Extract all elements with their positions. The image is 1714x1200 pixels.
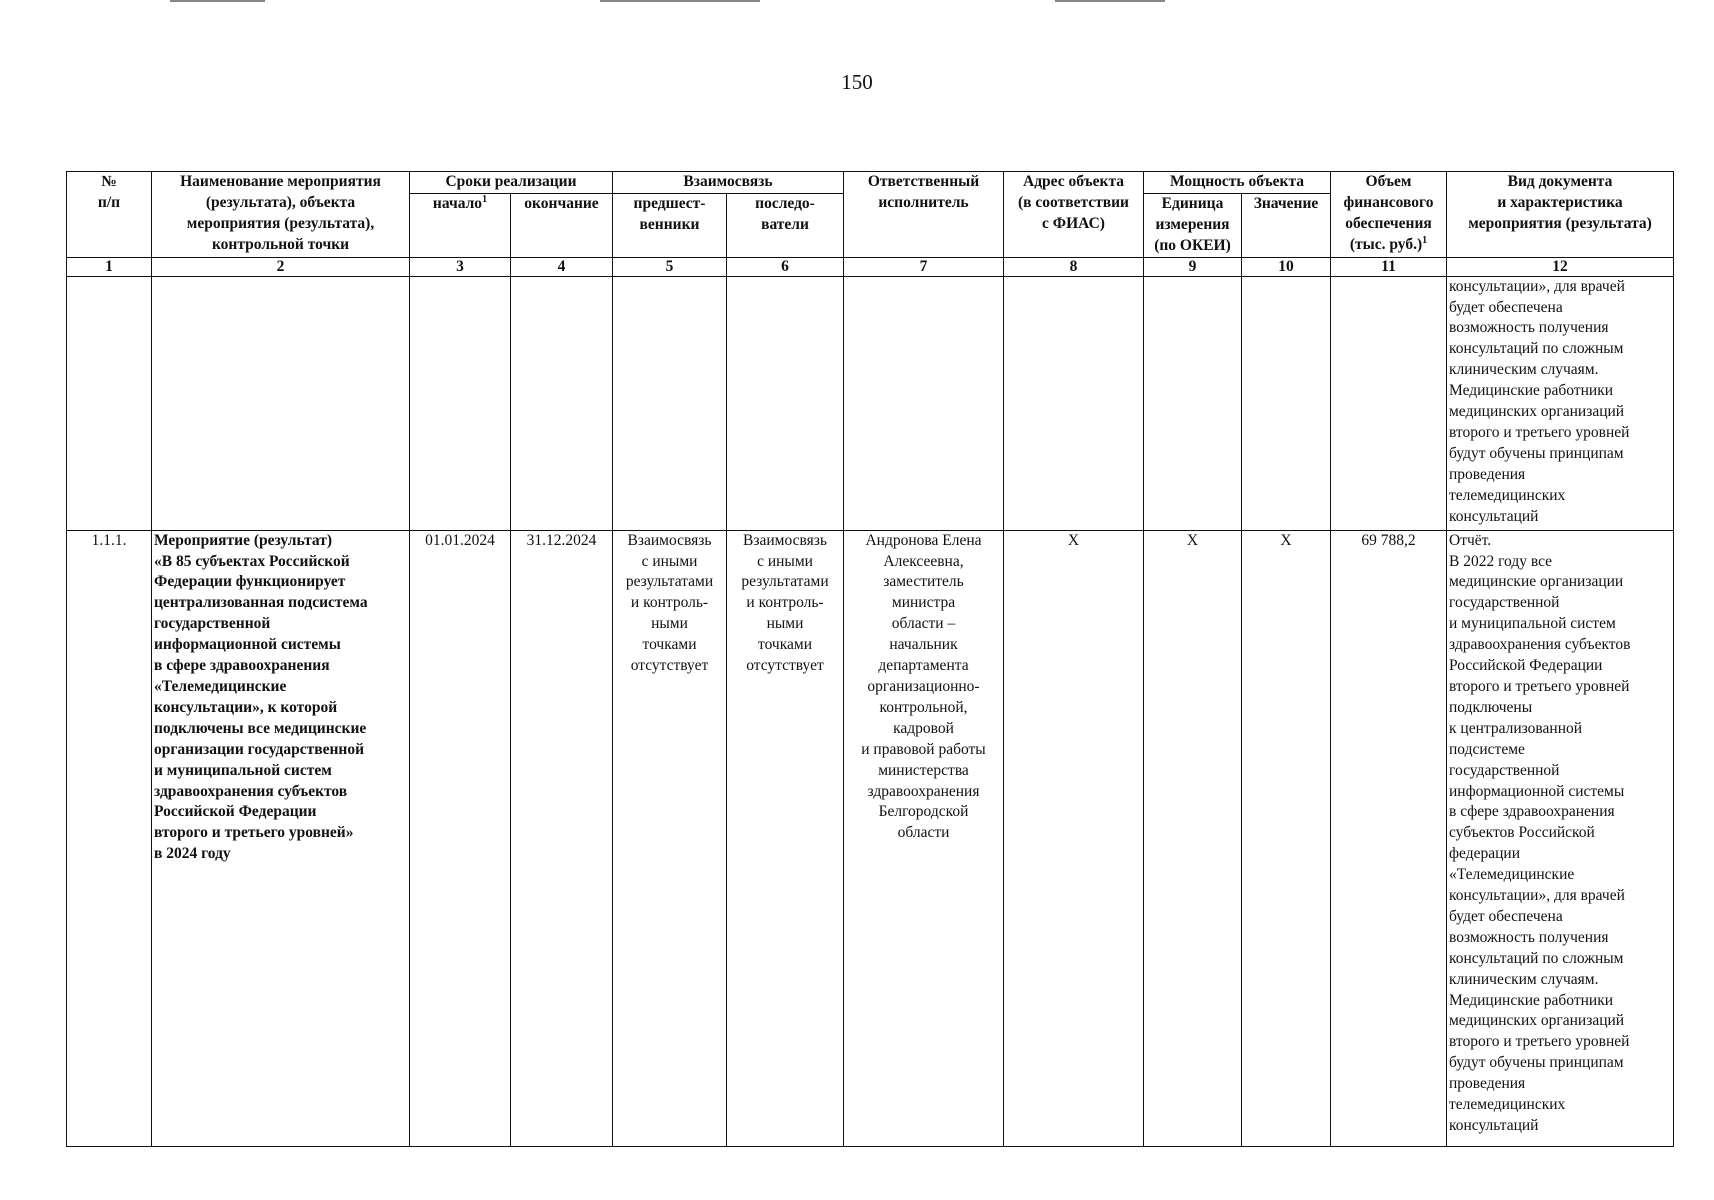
header-col-start: начало$^1$ xyxy=(410,193,511,257)
column-number: 5 xyxy=(613,257,727,276)
continuation-row xyxy=(67,276,1674,530)
empty-cell xyxy=(844,276,1004,530)
scan-artifact-line xyxy=(170,0,265,2)
column-number: 1 xyxy=(67,257,152,276)
column-number: 3 xyxy=(410,257,511,276)
column-number: 4 xyxy=(511,257,613,276)
document-text-continuation: консультации», для врачей будет обеспечена возможность получения консультаций по сложным клиническим случаям. Медицинские работники медицинских организаций второго и третьего уровней будут обучены принципам проведения телемедицинских консультаций xyxy=(1447,276,1674,530)
scan-artifact-line xyxy=(1055,0,1165,2)
table-row-1-1-1 xyxy=(67,530,1674,1146)
empty-cell xyxy=(1144,276,1242,530)
header-col-successors: последо- ватели xyxy=(727,193,844,257)
empty-cell xyxy=(67,276,152,530)
empty-cell xyxy=(152,276,410,530)
row-number: 1.1.1. xyxy=(67,530,152,1146)
column-number-row xyxy=(67,257,1674,276)
empty-cell xyxy=(727,276,844,530)
empty-cell xyxy=(613,276,727,530)
capacity-value: Х xyxy=(1242,530,1331,1146)
header-group-link: Взаимосвязь xyxy=(613,172,844,194)
object-address: Х xyxy=(1004,530,1144,1146)
column-number: 11 xyxy=(1331,257,1447,276)
header-group-power: Мощность объекта xyxy=(1144,172,1331,194)
column-number: 12 xyxy=(1447,257,1674,276)
column-number: 6 xyxy=(727,257,844,276)
header-col-value: Значение xyxy=(1242,193,1331,257)
successors: Взаимосвязь с иными результатами и контроль- ными точками отсутствует xyxy=(727,530,844,1146)
measurement-unit: Х xyxy=(1144,530,1242,1146)
empty-cell xyxy=(1004,276,1144,530)
column-number: 10 xyxy=(1242,257,1331,276)
empty-cell xyxy=(1242,276,1331,530)
column-number: 9 xyxy=(1144,257,1242,276)
column-number: 2 xyxy=(152,257,410,276)
scan-artifact-line xyxy=(600,0,760,2)
header-col-finance: Объем финансового обеспечения (тыс. руб.)$^1$ xyxy=(1331,172,1447,258)
empty-cell xyxy=(511,276,613,530)
page-number: 150 xyxy=(841,70,873,94)
header-col-predecessors: предшест- венники xyxy=(613,193,727,257)
empty-cell xyxy=(1331,276,1447,530)
header-col-unit: Единица измерения (по ОКЕИ) xyxy=(1144,193,1242,257)
plan-table xyxy=(66,171,1674,1147)
start-date: 01.01.2024 xyxy=(410,530,511,1146)
responsible-person: Андронова Елена Алексеевна, заместитель министра области – начальник департамента организационно- контрольной, кадровой и правовой работы министерства здравоохранения Белгородской области xyxy=(844,530,1004,1146)
finance-volume: 69 788,2 xyxy=(1331,530,1447,1146)
document-text: Отчёт. В 2022 году все медицинские организации государственной и муниципальной систем здравоохранения субъектов Российской Федерации второго и третьего уровней подключены к централизованной подсистеме государственной информационной системы в сфере здравоохранения субъектов Российской федерации «Телемедицинские консультации», для врачей будет обеспечена возможность получения консультаций по сложным клиническим случаям. Медицинские работники медицинских организаций второго и третьего уровней будут обучены принципам проведения телемедицинских консультаций xyxy=(1447,530,1674,1146)
column-number: 7 xyxy=(844,257,1004,276)
header-col-responsible: Ответственный исполнитель xyxy=(844,172,1004,258)
header-row-1 xyxy=(67,172,1674,194)
header-col-no: № п/п xyxy=(67,172,152,258)
event-name: Мероприятие (результат) «В 85 субъектах Российской Федерации функционирует централизованная подсистема государственной информационной системы в сфере здравоохранения «Телемедицинские консультации», к которой подключены все медицинские организации государственной и муниципальной систем здравоохранения субъектов Российской Федерации второго и третьего уровней» в 2024 году xyxy=(152,530,410,1146)
empty-cell xyxy=(410,276,511,530)
header-group-terms: Сроки реализации xyxy=(410,172,613,194)
predecessors: Взаимосвязь с иными результатами и контроль- ными точками отсутствует xyxy=(613,530,727,1146)
header-col-end: окончание xyxy=(511,193,613,257)
column-number: 8 xyxy=(1004,257,1144,276)
header-col-address: Адрес объекта (в соответствии с ФИАС) xyxy=(1004,172,1144,258)
end-date: 31.12.2024 xyxy=(511,530,613,1146)
header-col-document: Вид документа и характеристика мероприятия (результата) xyxy=(1447,172,1674,258)
header-col-name: Наименование мероприятия (результата), объекта мероприятия (результата), контрольной точки xyxy=(152,172,410,258)
